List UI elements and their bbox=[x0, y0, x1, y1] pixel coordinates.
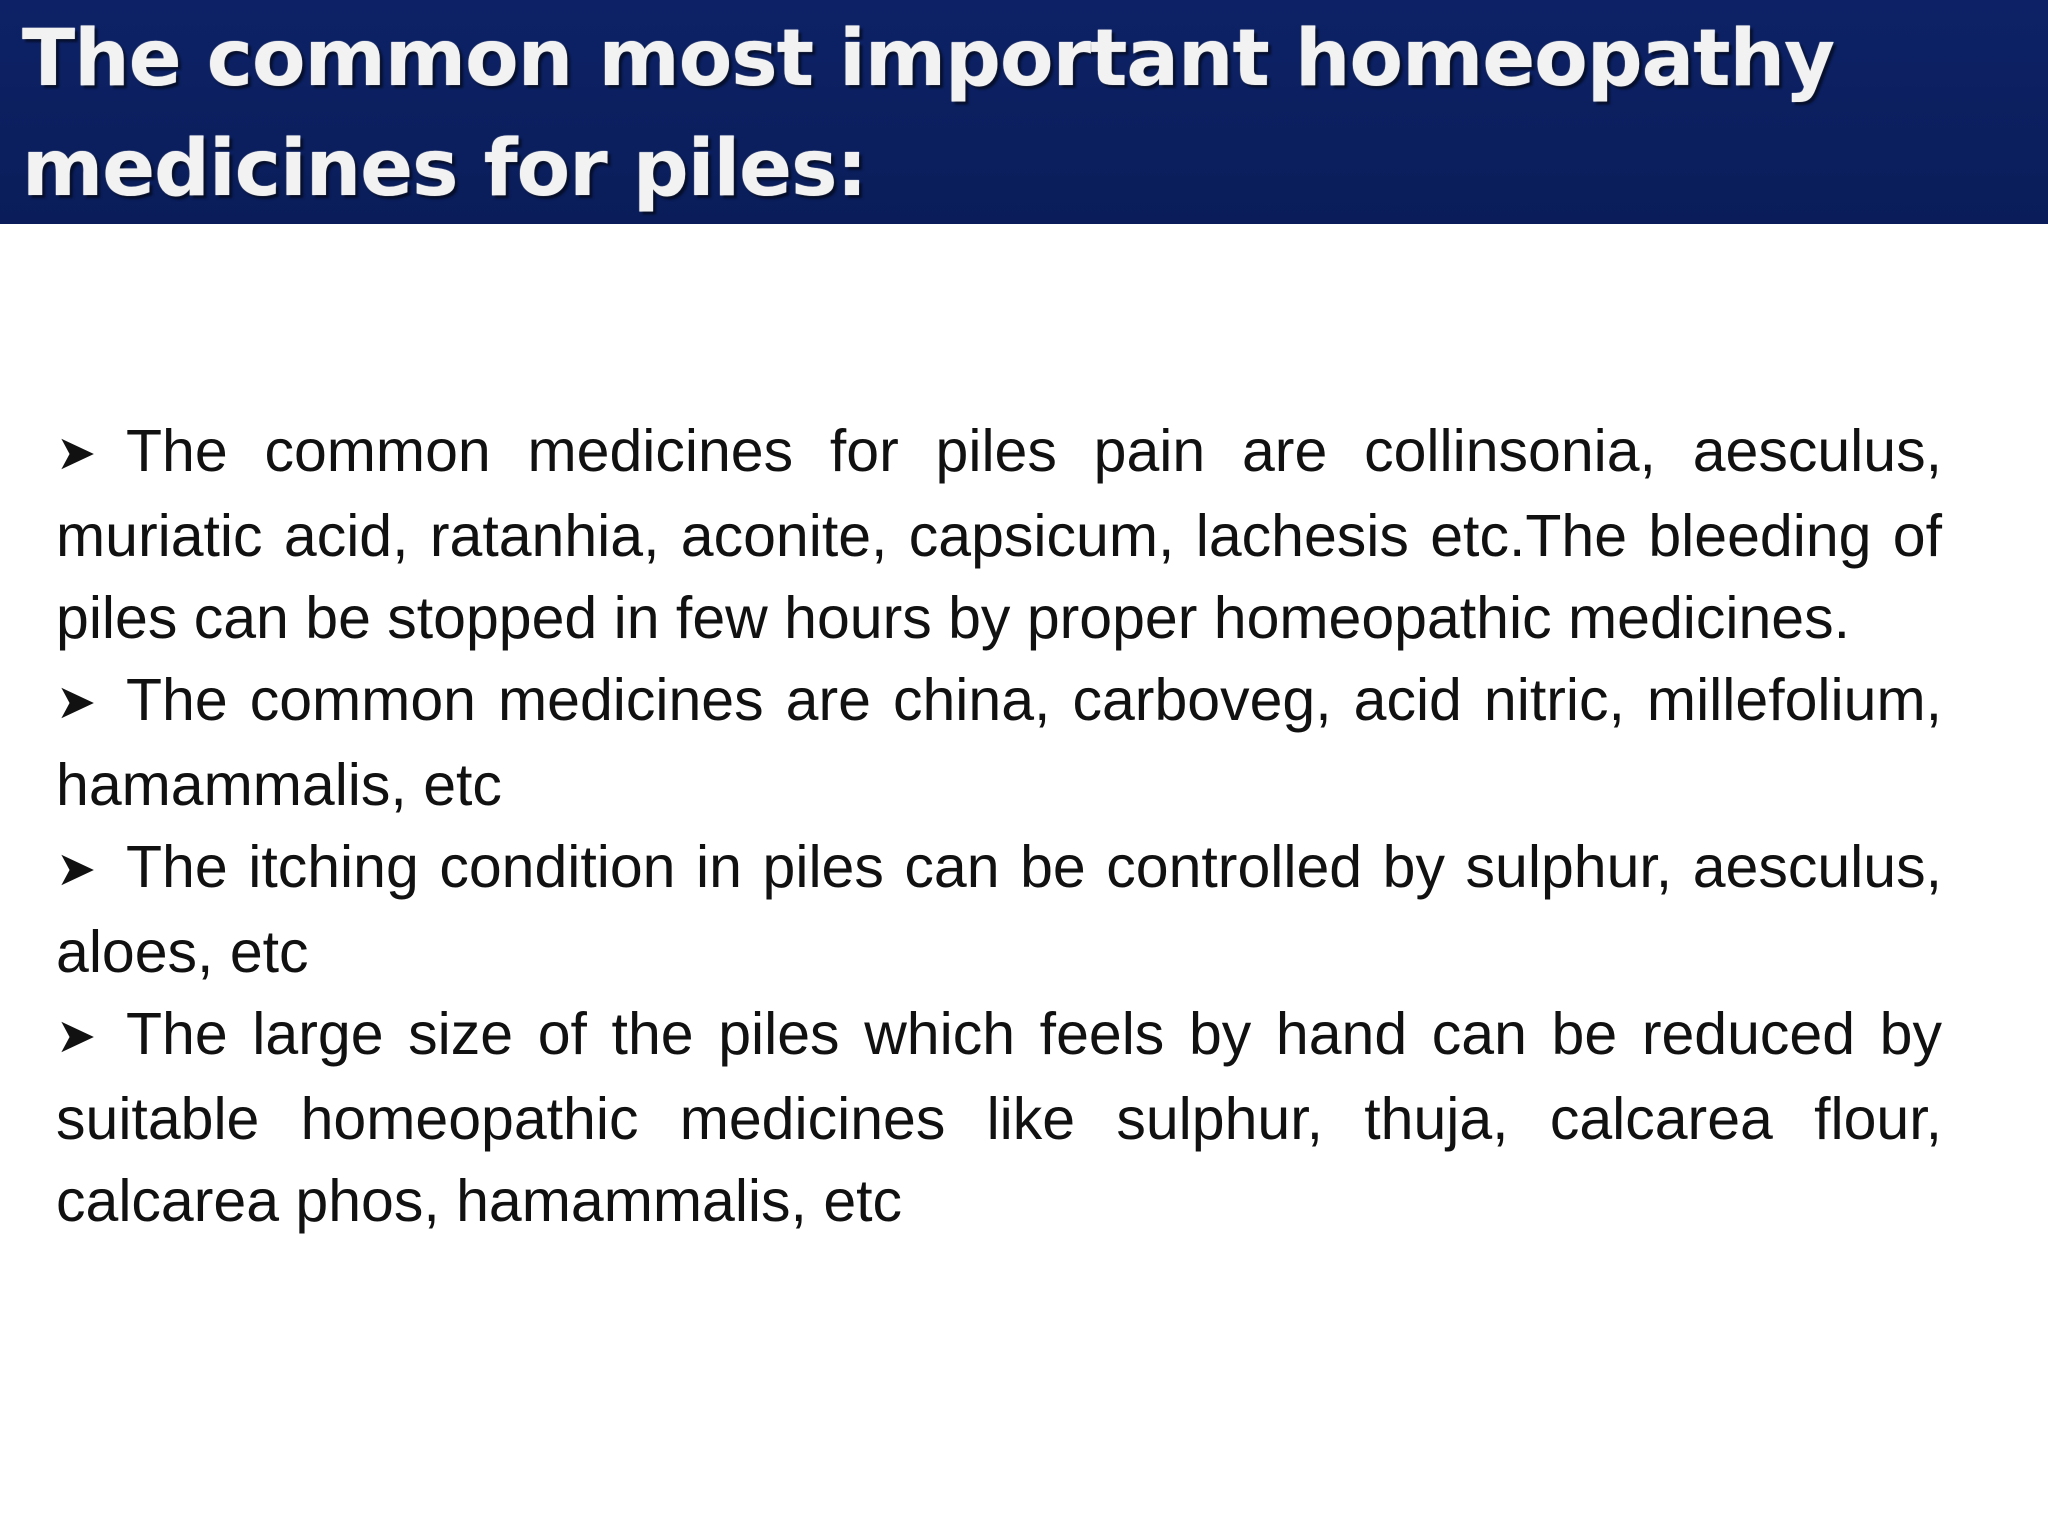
arrow-bullet-icon: ➤ bbox=[56, 1010, 97, 1063]
bullet-text: The common medicines are china, carboveg, acid nitric, millefolium, hamammalis, etc bbox=[56, 667, 1942, 818]
bullet-item bbox=[56, 826, 1942, 993]
bullet-list bbox=[56, 410, 1942, 1242]
title-bar bbox=[0, 0, 2048, 224]
slide-title: The common most important homeopathy medicines for piles: bbox=[22, 14, 1834, 214]
bullet-item bbox=[56, 993, 1942, 1242]
arrow-bullet-icon: ➤ bbox=[56, 676, 97, 729]
bullet-text: The common medicines for piles pain are collinsonia, aesculus, muriatic acid, ratanhia, aconite, capsicum, lachesis etc.The bleeding of piles can be stopped in few hours by proper homeopathic medicines. bbox=[56, 418, 1942, 651]
bullet-item bbox=[56, 659, 1942, 826]
bullet-text: The large size of the piles which feels by hand can be reduced by suitable homeopathic medicines like sulphur, thuja, calcarea flour, calcarea phos, hamammalis, etc bbox=[56, 1001, 1942, 1234]
arrow-bullet-icon: ➤ bbox=[56, 843, 97, 896]
bullet-item bbox=[56, 410, 1942, 659]
arrow-bullet-icon: ➤ bbox=[56, 427, 97, 480]
bullet-text: The itching condition in piles can be controlled by sulphur, aesculus, aloes, etc bbox=[56, 834, 1942, 985]
